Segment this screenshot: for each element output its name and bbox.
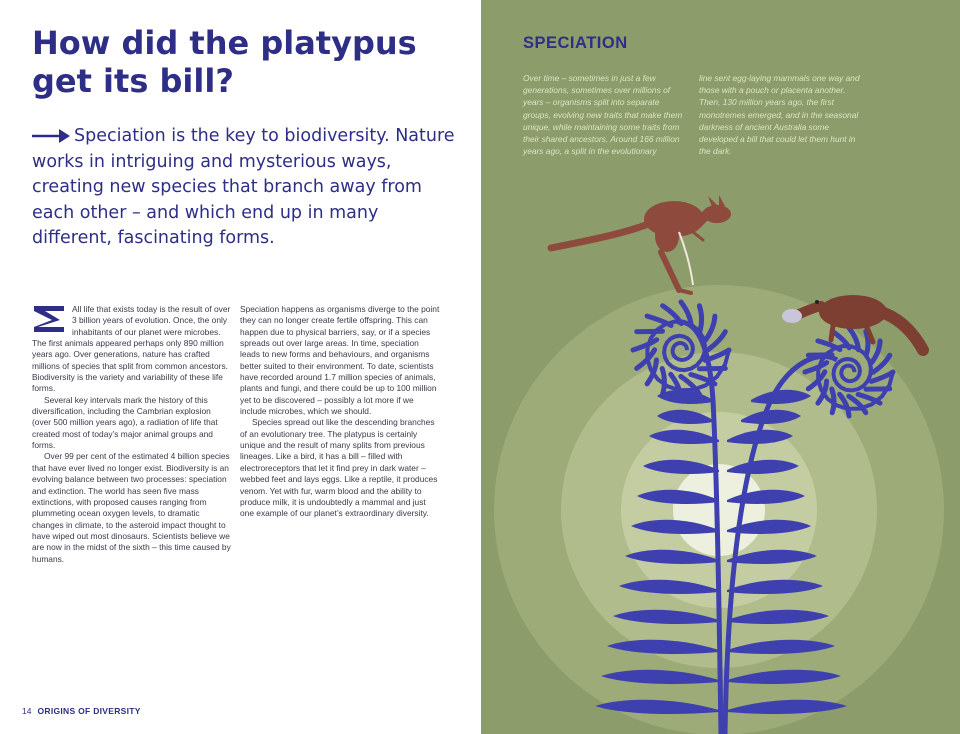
- page-number: 14: [22, 706, 32, 716]
- body-paragraph: Speciation happens as organisms diverge to the point they can no longer create fertile offspring. This can happen due to physical barriers, say, or if a species spreads out over large areas. In time, speciation leads to new forms and behaviours, and organisms better suited to their environment. To date, scientists have recorded around 1.7 million species of animals, plants and fungi, and there could be up to 100 million yet to be discovered – possibly a lot more if we include microbes, which we should.: [240, 304, 440, 417]
- speciation-heading: SPECIATION: [523, 34, 628, 52]
- body-paragraph: All life that exists today is the result of over 3 billion years of evolution. Once, the only inhabitants of our planet were microbes. The first animals appeared perhaps only 890 million years ago. Over generations, nature has crafted millions of species that split from common ancestors. Biodiversity is the variety and variability of these life forms.: [32, 304, 231, 394]
- body-column-2: [240, 304, 440, 520]
- speciation-text-col-2: line sent egg-laying mammals one way and those with a pouch or placenta another. Then, 130 million years ago, the first monotremes emerged, and in the seasonal darkness of ancient Australia some developed a bill that could let them hunt in the dark.: [699, 73, 860, 157]
- body-paragraph: Several key intervals mark the history of this diversification, including the Cambrian explosion (over 500 million years ago), a radiation of life that created most of today’s major animal groups and forms.: [32, 394, 218, 451]
- body-column-1: [32, 304, 232, 565]
- right-page: [481, 0, 960, 734]
- body-paragraph: Over 99 per cent of the estimated 4 billion species that have ever lived no longer exist. Biodiversity is an evolving balance between two processes: speciation and extinction. The world has seen five mass extinctions, with proposed causes ranging from plummeting ocean oxygen levels, to dramatic changes in climate, to the asteroid impact thought to have wiped out most dinosaurs. Scientists believe we are now in the midst of the sixth – this time caused by humans.: [32, 451, 231, 564]
- kangaroo-icon: [551, 195, 731, 293]
- page-title: How did the platypus get its bill?: [32, 24, 417, 100]
- speciation-text-col-1: Over time – sometimes in just a few generations, sometimes over millions of years – organisms split into separate groups, evolving new traits that make them unique, while maintaining some traits from their shared ancestors. Around 166 million years ago, a split in the evolutionary: [523, 73, 683, 157]
- lead-text: Speciation is the key to biodiversity. Nature works in intriguing and mysterious ways, creating new species that branch away from each other – and which end up in many different, fascinating forms.: [32, 126, 455, 248]
- lead-paragraph: [32, 124, 462, 252]
- s-glyph-icon: [32, 304, 66, 334]
- body-paragraph: Species spread out like the descending branches of an evolutionary tree. The platypus is certainly unique and the result of many splits from previous lineages. Like a bird, it has a bill – filled with electroreceptors that let it find prey in dark water – webbed feet and lays eggs. Like a reptile, it produces venom. Yet with fur, warm blood and the ability to produce milk, it is undoubtedly a mammal and just one example of our planet’s extraordinary diversity.: [240, 417, 438, 519]
- folio: [22, 706, 141, 716]
- right-arrow-icon: [32, 129, 70, 143]
- section-name: ORIGINS OF DIVERSITY: [37, 706, 141, 716]
